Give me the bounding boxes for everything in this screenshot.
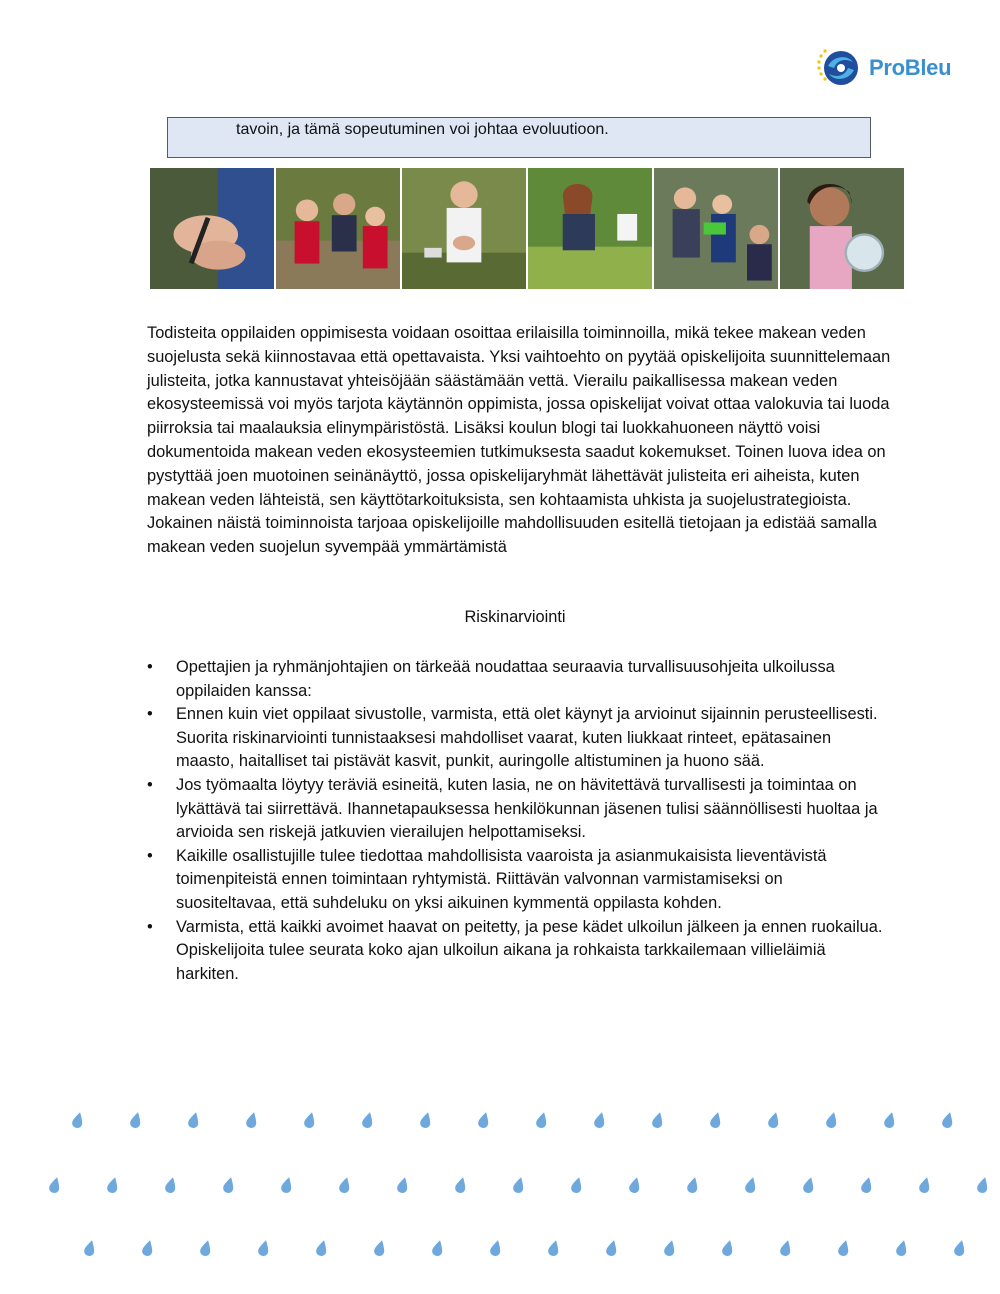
- list-item-text: Jos työmaalta löytyy teräviä esineitä, kuten lasia, ne on hävitettävä turvallisesti ja toimintaa on lykättävä tai siirrettävä. Ihannetapauksessa henkilökunnan jäsenen tulisi säännöllisesti huoltaa ja arvioida sen riskejä jatkuvien vierailujen helpottamiseksi.: [176, 775, 878, 842]
- water-drop-icon: [628, 1176, 642, 1194]
- water-drop-icon: [245, 1111, 259, 1129]
- girl-with-jar-photo: [780, 168, 904, 289]
- photo-strip: [150, 168, 904, 289]
- water-drop-icon: [802, 1176, 816, 1194]
- water-drop-icon: [129, 1111, 143, 1129]
- water-drop-icon: [257, 1239, 271, 1257]
- bullet-icon: •: [147, 775, 153, 794]
- water-drop-icon: [489, 1239, 503, 1257]
- list-item: [147, 774, 887, 845]
- water-drop-icon: [744, 1176, 758, 1194]
- list-item-text: Opettajien ja ryhmänjohtajien on tärkeää noudattaa seuraavia turvallisuusohjeita ulkoilussa oppilaiden kanssa:: [176, 658, 835, 700]
- water-drop-icon: [303, 1111, 317, 1129]
- water-drop-icon: [651, 1111, 665, 1129]
- water-drop-icon: [825, 1111, 839, 1129]
- water-drop-icon: [71, 1111, 85, 1129]
- water-drop-icon: [767, 1111, 781, 1129]
- water-drop-icon: [547, 1239, 561, 1257]
- water-drop-icon: [477, 1111, 491, 1129]
- water-drop-icon: [686, 1176, 700, 1194]
- water-drop-icon: [709, 1111, 723, 1129]
- logo-text: ProBleu: [869, 55, 952, 80]
- water-drop-icon: [593, 1111, 607, 1129]
- probleu-emblem-icon: [815, 46, 863, 90]
- section-heading: Riskinarviointi: [464, 608, 566, 626]
- water-drop-icon: [605, 1239, 619, 1257]
- water-drop-icon: [779, 1239, 793, 1257]
- water-drop-icon: [941, 1111, 955, 1129]
- water-drop-icon: [535, 1111, 549, 1129]
- children-in-woods-photo: [276, 168, 400, 289]
- water-drop-icon: [396, 1176, 410, 1194]
- teacher-in-meadow-photo: [528, 168, 652, 289]
- children-looking-at-net-photo: [654, 168, 778, 289]
- water-drop-icon: [883, 1111, 897, 1129]
- water-drop-icon: [141, 1239, 155, 1257]
- water-drop-icon: [419, 1111, 433, 1129]
- water-drop-icon: [373, 1239, 387, 1257]
- water-drop-icon: [895, 1239, 909, 1257]
- water-drop-icon: [953, 1239, 967, 1257]
- water-drop-icon: [976, 1176, 990, 1194]
- water-drop-icon: [431, 1239, 445, 1257]
- water-drop-icon: [315, 1239, 329, 1257]
- list-item-text: Ennen kuin viet oppilaat sivustolle, varmista, että olet käynyt ja arvioinut sijainnin perusteellisesti. Suorita riskinarviointi tunnistaaksesi mahdolliset vaarat, kuten liukkaat rinteet, epätasainen maasto, haitalliset tai pistävät kasvit, punkit, auringolle altistuminen ja huono sää.: [176, 705, 878, 771]
- water-drop-icon: [199, 1239, 213, 1257]
- list-item: [147, 845, 887, 916]
- hands-holding-specimen-photo: [150, 168, 274, 289]
- probleu-logo: [815, 46, 951, 90]
- list-item: [147, 656, 887, 703]
- water-drop-icon: [164, 1176, 178, 1194]
- boy-holding-creature-photo: [402, 168, 526, 289]
- water-drop-icon: [721, 1239, 735, 1257]
- water-drop-icon: [83, 1239, 97, 1257]
- list-item-text: Kaikille osallistujille tulee tiedottaa mahdollisista vaaroista ja asianmukaisista lieventävistä toimenpiteistä ennen toimintaan ryhtymistä. Riittävän valvonnan varmistamiseksi on suositeltavaa, että suhdeluku on yksi aikuinen kymmentä oppilasta kohden.: [176, 846, 827, 912]
- risk-list: [147, 656, 887, 986]
- list-item-text: Varmista, että kaikki avoimet haavat on peitetty, ja pese kädet ulkoilun jälkeen ja ennen ruokailua. Opiskelijoita tulee seurata koko ajan ulkoilun aikana ja rohkaista tarkkailemaan villieläimiä harkiten.: [176, 917, 883, 983]
- water-drop-icon: [338, 1176, 352, 1194]
- water-drop-icon: [106, 1176, 120, 1194]
- water-drop-icon: [570, 1176, 584, 1194]
- bullet-icon: •: [147, 917, 153, 936]
- water-drops-decoration: [0, 1100, 1000, 1270]
- water-drop-icon: [663, 1239, 677, 1257]
- callout-text: tavoin, ja tämä sopeutuminen voi johtaa evoluutioon.: [236, 121, 609, 138]
- bullet-icon: •: [147, 658, 153, 676]
- water-drop-icon: [837, 1239, 851, 1257]
- callout-box: [167, 117, 871, 158]
- list-item: [147, 916, 887, 987]
- body-paragraph: Todisteita oppilaiden oppimisesta voidaan osoittaa erilaisilla toiminnoilla, mikä tekee makean veden suojelusta sekä kiinnostavaa että opettavaista. Yksi vaihtoehto on pyytää opiskelijoita suunnittelemaan julisteita, jotka kannustavat yhteisöjään säästämään vettä. Vierailu paikallisessa makean veden ekosysteemissä voi myös tarjota käytännön oppimista, jossa opiskelijat voivat ottaa valokuvia tai luoda piirroksia tai maalauksia elinympäristöstä. Lisäksi koulun blogi tai luokkahuoneen näyttö voisi dokumentoida makean veden ekosysteemien tutkimuksesta saadut kokemukset. Toinen luova idea on pystyttää joen muotoinen seinänäyttö, jossa opiskelijaryhmät lähettävät julisteita eri aiheista, kuten makean veden lähteistä, sen käyttötarkoituksista, sen kohtaamista uhkista ja suojelustrategioista. Jokainen näistä toiminnoista tarjoaa opiskelijoille mahdollisuuden esitellä tietojaan ja edistää samalla makean veden suojelun syvempää ymmärtämistä: [147, 324, 891, 557]
- water-drop-icon: [361, 1111, 375, 1129]
- water-drop-icon: [187, 1111, 201, 1129]
- bullet-icon: •: [147, 705, 153, 724]
- water-drop-icon: [860, 1176, 874, 1194]
- water-drop-icon: [280, 1176, 294, 1194]
- water-drop-icon: [512, 1176, 526, 1194]
- water-drop-icon: [222, 1176, 236, 1194]
- bullet-icon: •: [147, 846, 153, 865]
- list-item: [147, 703, 887, 774]
- water-drop-icon: [918, 1176, 932, 1194]
- water-drop-icon: [48, 1176, 62, 1194]
- water-drop-icon: [454, 1176, 468, 1194]
